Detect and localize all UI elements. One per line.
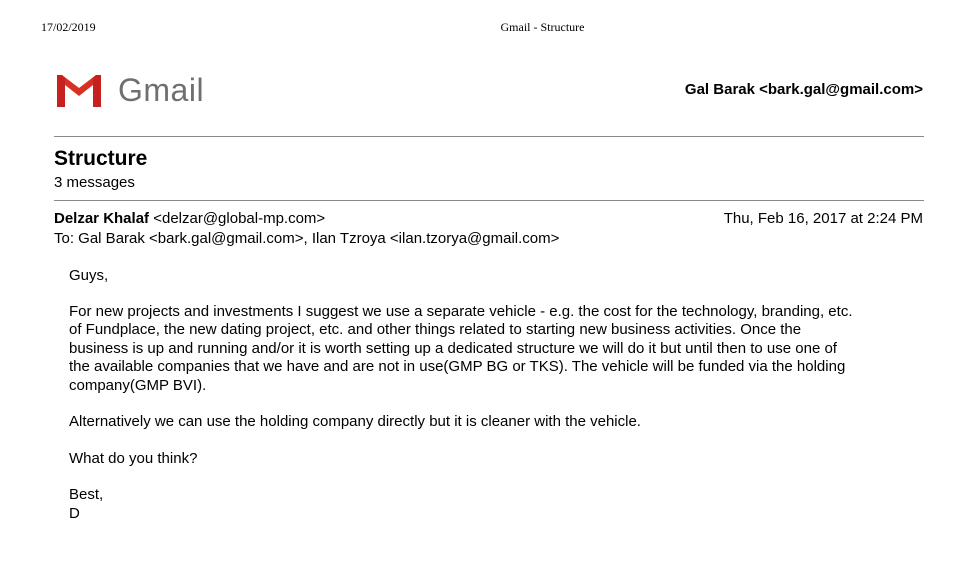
message-date: Thu, Feb 16, 2017 at 2:24 PM xyxy=(723,210,923,227)
paragraph-2: Alternatively we can use the holding company directly but it is cleaner with the vehicle. xyxy=(69,413,641,430)
recipients-line: To: Gal Barak <bark.gal@gmail.com>, Ilan Tzroya <ilan.tzorya@gmail.com> xyxy=(54,230,560,247)
message-body xyxy=(69,267,919,541)
message-count: 3 messages xyxy=(54,174,135,191)
signoff: Best, xyxy=(69,486,104,503)
print-header xyxy=(0,20,975,36)
sender-email: <delzar@global-mp.com> xyxy=(149,210,326,227)
paragraph-1 xyxy=(69,303,919,396)
print-title: Gmail - Structure xyxy=(500,20,585,34)
account-identity: Gal Barak <bark.gal@gmail.com> xyxy=(684,81,923,98)
greeting: Guys, xyxy=(69,267,109,284)
paragraph-1-line: company(GMP BVI). xyxy=(69,376,207,394)
paragraph-1-line: of Fundplace, the new dating project, etc. and other things related to starting new business activities. Once the xyxy=(69,321,802,338)
paragraph-1-line: business is up and running and/or it is worth setting up a dedicated structure we will do it but until then to use one of xyxy=(69,339,837,357)
thread-subject: Structure xyxy=(54,147,148,170)
paragraph-1-line: the available companies that we have and are not in use(GMP BG or TKS). The vehicle will be funded via the holding xyxy=(69,358,846,375)
paragraph-1-line: For new projects and investments I suggest we use a separate vehicle - e.g. the cost for the technology, branding, etc. xyxy=(69,302,853,320)
gmail-envelope-icon xyxy=(54,71,104,109)
header-divider xyxy=(54,136,924,137)
thread-divider xyxy=(54,200,924,201)
sender-name: Delzar Khalaf xyxy=(54,210,150,227)
sender-line xyxy=(54,210,325,227)
signature: D xyxy=(69,504,80,522)
print-date: 17/02/2019 xyxy=(41,20,96,34)
signoff-block xyxy=(69,486,919,523)
gmail-wordmark: Gmail xyxy=(118,72,205,108)
gmail-logo xyxy=(54,70,204,110)
question: What do you think? xyxy=(69,449,198,467)
